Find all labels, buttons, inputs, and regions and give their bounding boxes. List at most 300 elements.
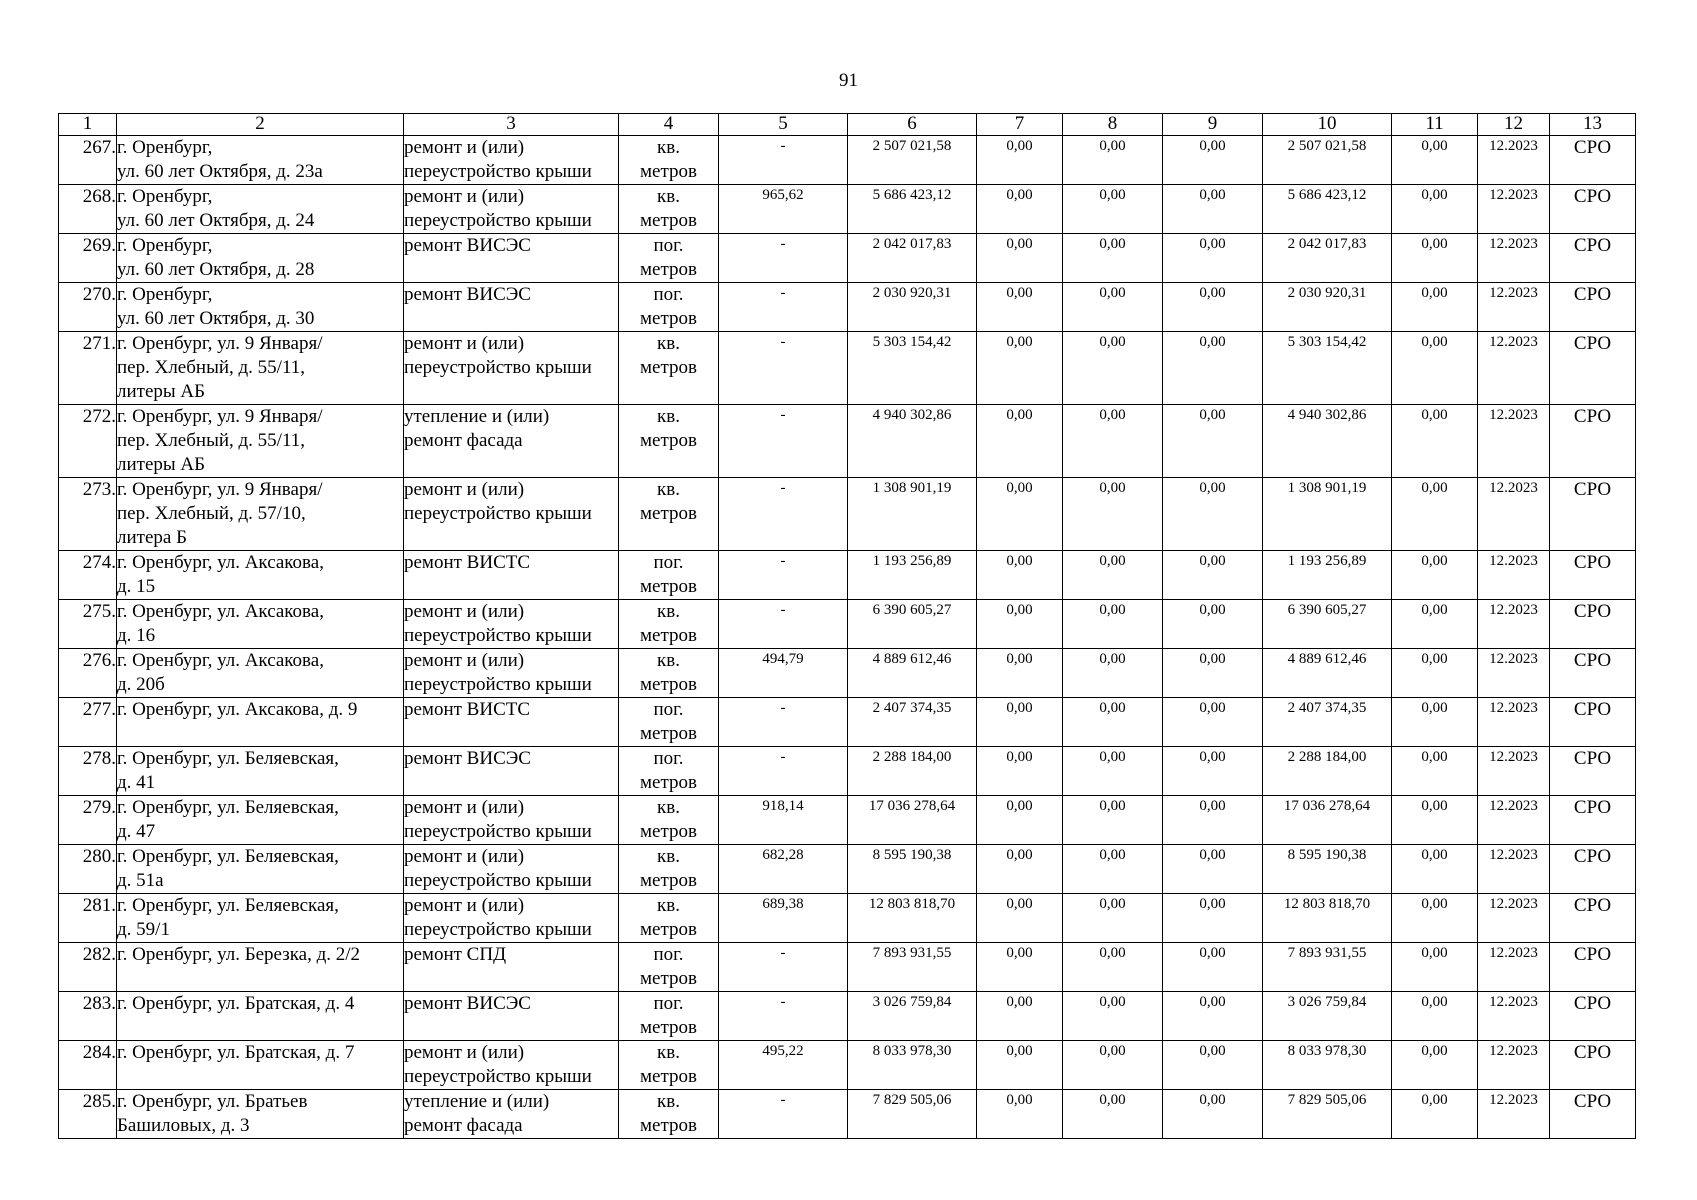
work-type-cell-line: ремонт фасада: [404, 430, 523, 451]
unit-cell-line: метров: [640, 1017, 697, 1038]
address-cell: [117, 478, 404, 551]
unit-cell-line: метров: [640, 308, 697, 329]
total-cost-cell: 4 889 612,46: [848, 649, 977, 698]
funding-cell: 0,00: [1063, 234, 1163, 283]
volume-cell: 494,79: [719, 649, 848, 698]
column-header: 11: [1392, 114, 1478, 136]
fund-cost-cell: 2 407 374,35: [1263, 698, 1392, 747]
work-type-cell: [404, 185, 619, 234]
work-type-cell-line: ремонт и (или): [404, 333, 525, 354]
total-cost-cell: 3 026 759,84: [848, 992, 977, 1041]
funding-cell: 0,00: [1392, 332, 1478, 405]
address-cell-line: пер. Хлебный, д. 55/11,: [117, 357, 305, 378]
unit-cell-line: пог.: [653, 235, 684, 256]
work-type-cell-line: переустройство крыши: [404, 503, 592, 524]
work-type-cell-line: ремонт ВИСЭС: [404, 993, 531, 1014]
total-cost-cell: 2 030 920,31: [848, 283, 977, 332]
address-cell-line: ул. 60 лет Октября, д. 28: [117, 259, 315, 280]
unit-cell-line: метров: [640, 674, 697, 695]
address-cell-line: д. 59/1: [117, 919, 170, 940]
address-cell-line: г. Оренбург, ул. Аксакова,: [117, 552, 324, 573]
deadline-cell: 12.2023: [1478, 185, 1550, 234]
fund-cost-cell: 7 829 505,06: [1263, 1090, 1392, 1139]
executor-cell: СРО: [1550, 332, 1636, 405]
work-type-cell-line: ремонт ВИСЭС: [404, 748, 531, 769]
volume-cell: -: [719, 943, 848, 992]
work-type-cell-line: переустройство крыши: [404, 625, 592, 646]
funding-cell: 0,00: [977, 551, 1063, 600]
funding-cell: 0,00: [1163, 845, 1263, 894]
unit-cell-line: метров: [640, 968, 697, 989]
address-cell-line: ул. 60 лет Октября, д. 23а: [117, 161, 323, 182]
table-body: [59, 136, 1636, 1139]
unit-cell-line: кв.: [657, 846, 680, 867]
unit-cell-line: метров: [640, 357, 697, 378]
fund-cost-cell: 2 042 017,83: [1263, 234, 1392, 283]
address-cell-line: г. Оренбург, ул. Березка, д. 2/2: [117, 944, 361, 965]
row-number: 270.: [59, 283, 117, 332]
row-number: 278.: [59, 747, 117, 796]
table-row: [59, 796, 1636, 845]
funding-cell: 0,00: [1063, 796, 1163, 845]
deadline-cell: 12.2023: [1478, 1041, 1550, 1090]
unit-cell-line: метров: [640, 1115, 697, 1136]
address-cell: [117, 698, 404, 747]
executor-cell: СРО: [1550, 747, 1636, 796]
fund-cost-cell: 8 033 978,30: [1263, 1041, 1392, 1090]
unit-cell-line: метров: [640, 870, 697, 891]
address-cell-line: д. 15: [117, 576, 156, 597]
table-row: [59, 992, 1636, 1041]
funding-cell: 0,00: [1392, 551, 1478, 600]
executor-cell: СРО: [1550, 845, 1636, 894]
volume-cell: -: [719, 405, 848, 478]
table-row: [59, 405, 1636, 478]
address-cell: [117, 943, 404, 992]
address-cell-line: г. Оренбург, ул. Беляевская,: [117, 846, 339, 867]
address-cell-line: пер. Хлебный, д. 55/11,: [117, 430, 305, 451]
unit-cell-line: метров: [640, 723, 697, 744]
table-row: [59, 136, 1636, 185]
unit-cell: [619, 234, 719, 283]
address-cell: [117, 600, 404, 649]
fund-cost-cell: 8 595 190,38: [1263, 845, 1392, 894]
funding-cell: 0,00: [1063, 698, 1163, 747]
unit-cell-line: метров: [640, 1066, 697, 1087]
volume-cell: -: [719, 600, 848, 649]
funding-cell: 0,00: [1063, 943, 1163, 992]
fund-cost-cell: 6 390 605,27: [1263, 600, 1392, 649]
funding-cell: 0,00: [1063, 185, 1163, 234]
volume-cell: -: [719, 992, 848, 1041]
work-type-cell: [404, 136, 619, 185]
address-cell: [117, 332, 404, 405]
address-cell-line: г. Оренбург,: [117, 235, 213, 256]
funding-cell: 0,00: [1392, 845, 1478, 894]
address-cell-line: литеры АБ: [117, 454, 206, 475]
work-type-cell-line: утепление и (или): [404, 406, 550, 427]
volume-cell: 965,62: [719, 185, 848, 234]
funding-cell: 0,00: [1063, 649, 1163, 698]
row-number: 269.: [59, 234, 117, 283]
funding-cell: 0,00: [977, 405, 1063, 478]
work-type-cell-line: ремонт ВИСТС: [404, 552, 531, 573]
work-type-cell-line: переустройство крыши: [404, 919, 592, 940]
unit-cell: [619, 698, 719, 747]
funding-cell: 0,00: [977, 992, 1063, 1041]
unit-cell: [619, 894, 719, 943]
fund-cost-cell: 2 507 021,58: [1263, 136, 1392, 185]
unit-cell: [619, 332, 719, 405]
fund-cost-cell: 1 193 256,89: [1263, 551, 1392, 600]
deadline-cell: 12.2023: [1478, 405, 1550, 478]
table-row: [59, 234, 1636, 283]
row-number: 274.: [59, 551, 117, 600]
funding-cell: 0,00: [1392, 943, 1478, 992]
volume-cell: -: [719, 478, 848, 551]
row-number: 283.: [59, 992, 117, 1041]
volume-cell: -: [719, 234, 848, 283]
work-type-cell-line: переустройство крыши: [404, 1066, 592, 1087]
address-cell: [117, 234, 404, 283]
total-cost-cell: 2 407 374,35: [848, 698, 977, 747]
work-type-cell-line: ремонт фасада: [404, 1115, 523, 1136]
fund-cost-cell: 3 026 759,84: [1263, 992, 1392, 1041]
unit-cell-line: метров: [640, 576, 697, 597]
address-cell-line: д. 41: [117, 772, 156, 793]
work-type-cell-line: утепление и (или): [404, 1091, 550, 1112]
total-cost-cell: 8 033 978,30: [848, 1041, 977, 1090]
unit-cell: [619, 478, 719, 551]
column-header: 2: [117, 114, 404, 136]
funding-cell: 0,00: [1163, 943, 1263, 992]
fund-cost-cell: 4 940 302,86: [1263, 405, 1392, 478]
deadline-cell: 12.2023: [1478, 332, 1550, 405]
funding-cell: 0,00: [1392, 283, 1478, 332]
work-type-cell-line: переустройство крыши: [404, 821, 592, 842]
work-type-cell: [404, 551, 619, 600]
address-cell-line: ул. 60 лет Октября, д. 30: [117, 308, 315, 329]
row-number: 281.: [59, 894, 117, 943]
address-cell: [117, 1041, 404, 1090]
row-number: 279.: [59, 796, 117, 845]
funding-cell: 0,00: [1063, 894, 1163, 943]
funding-cell: 0,00: [1163, 332, 1263, 405]
fund-cost-cell: 2 288 184,00: [1263, 747, 1392, 796]
address-cell-line: г. Оренбург, ул. 9 Января/: [117, 406, 323, 427]
table-row: [59, 698, 1636, 747]
address-cell-line: д. 16: [117, 625, 156, 646]
work-type-cell: [404, 698, 619, 747]
executor-cell: СРО: [1550, 283, 1636, 332]
address-cell-line: г. Оренбург,: [117, 186, 213, 207]
address-cell: [117, 894, 404, 943]
funding-cell: 0,00: [1063, 332, 1163, 405]
row-number: 273.: [59, 478, 117, 551]
unit-cell-line: метров: [640, 259, 697, 280]
fund-cost-cell: 2 030 920,31: [1263, 283, 1392, 332]
executor-cell: СРО: [1550, 894, 1636, 943]
address-cell-line: г. Оренбург, ул. Братьев: [117, 1091, 308, 1112]
work-type-cell-line: ремонт и (или): [404, 895, 525, 916]
work-type-cell: [404, 796, 619, 845]
funding-cell: 0,00: [1392, 894, 1478, 943]
unit-cell: [619, 185, 719, 234]
executor-cell: СРО: [1550, 1041, 1636, 1090]
funding-cell: 0,00: [977, 698, 1063, 747]
volume-cell: 918,14: [719, 796, 848, 845]
unit-cell: [619, 992, 719, 1041]
unit-cell-line: кв.: [657, 406, 680, 427]
funding-cell: 0,00: [977, 283, 1063, 332]
column-header: 8: [1063, 114, 1163, 136]
address-cell-line: д. 51а: [117, 870, 164, 891]
unit-cell: [619, 283, 719, 332]
deadline-cell: 12.2023: [1478, 234, 1550, 283]
unit-cell: [619, 551, 719, 600]
funding-cell: 0,00: [977, 1090, 1063, 1139]
address-cell-line: г. Оренбург, ул. 9 Января/: [117, 479, 323, 500]
address-cell-line: г. Оренбург,: [117, 137, 213, 158]
funding-cell: 0,00: [977, 332, 1063, 405]
volume-cell: -: [719, 332, 848, 405]
table-row: [59, 845, 1636, 894]
deadline-cell: 12.2023: [1478, 894, 1550, 943]
fund-cost-cell: 1 308 901,19: [1263, 478, 1392, 551]
work-type-cell: [404, 478, 619, 551]
funding-cell: 0,00: [977, 1041, 1063, 1090]
work-type-cell-line: ремонт и (или): [404, 186, 525, 207]
work-type-cell-line: ремонт и (или): [404, 601, 525, 622]
funding-cell: 0,00: [1063, 600, 1163, 649]
deadline-cell: 12.2023: [1478, 600, 1550, 649]
work-type-cell: [404, 747, 619, 796]
work-type-cell: [404, 1041, 619, 1090]
total-cost-cell: 8 595 190,38: [848, 845, 977, 894]
address-cell: [117, 551, 404, 600]
address-cell-line: г. Оренбург, ул. 9 Января/: [117, 333, 323, 354]
table-row: [59, 1041, 1636, 1090]
volume-cell: 689,38: [719, 894, 848, 943]
deadline-cell: 12.2023: [1478, 551, 1550, 600]
unit-cell-line: пог.: [653, 699, 684, 720]
address-cell-line: г. Оренбург, ул. Аксакова,: [117, 601, 324, 622]
deadline-cell: 12.2023: [1478, 478, 1550, 551]
address-cell-line: г. Оренбург,: [117, 284, 213, 305]
total-cost-cell: 17 036 278,64: [848, 796, 977, 845]
unit-cell: [619, 943, 719, 992]
work-type-cell-line: ремонт и (или): [404, 479, 525, 500]
total-cost-cell: 6 390 605,27: [848, 600, 977, 649]
executor-cell: СРО: [1550, 649, 1636, 698]
row-number: 280.: [59, 845, 117, 894]
table-row: [59, 283, 1636, 332]
total-cost-cell: 7 829 505,06: [848, 1090, 977, 1139]
funding-cell: 0,00: [977, 136, 1063, 185]
funding-cell: 0,00: [1063, 405, 1163, 478]
deadline-cell: 12.2023: [1478, 136, 1550, 185]
unit-cell-line: кв.: [657, 479, 680, 500]
address-cell: [117, 283, 404, 332]
column-header: 13: [1550, 114, 1636, 136]
unit-cell-line: пог.: [653, 993, 684, 1014]
funding-cell: 0,00: [1163, 600, 1263, 649]
address-cell: [117, 136, 404, 185]
total-cost-cell: 12 803 818,70: [848, 894, 977, 943]
column-header: 1: [59, 114, 117, 136]
address-cell: [117, 649, 404, 698]
work-type-cell: [404, 943, 619, 992]
unit-cell-line: пог.: [653, 552, 684, 573]
funding-cell: 0,00: [1392, 234, 1478, 283]
unit-cell: [619, 136, 719, 185]
volume-cell: -: [719, 283, 848, 332]
fund-cost-cell: 7 893 931,55: [1263, 943, 1392, 992]
deadline-cell: 12.2023: [1478, 943, 1550, 992]
column-header: 10: [1263, 114, 1392, 136]
unit-cell-line: метров: [640, 210, 697, 231]
unit-cell: [619, 600, 719, 649]
table-row: [59, 1090, 1636, 1139]
funding-cell: 0,00: [1063, 136, 1163, 185]
unit-cell-line: кв.: [657, 797, 680, 818]
row-number: 271.: [59, 332, 117, 405]
page-number: 91: [839, 70, 858, 91]
funding-cell: 0,00: [1063, 283, 1163, 332]
work-type-cell-line: ремонт ВИСЭС: [404, 235, 531, 256]
work-type-cell: [404, 1090, 619, 1139]
volume-cell: -: [719, 698, 848, 747]
address-cell-line: г. Оренбург, ул. Беляевская,: [117, 748, 339, 769]
executor-cell: СРО: [1550, 185, 1636, 234]
executor-cell: СРО: [1550, 551, 1636, 600]
unit-cell-line: пог.: [653, 748, 684, 769]
executor-cell: СРО: [1550, 698, 1636, 747]
row-number: 267.: [59, 136, 117, 185]
unit-cell-line: кв.: [657, 650, 680, 671]
unit-cell: [619, 747, 719, 796]
address-cell-line: д. 20б: [117, 674, 165, 695]
row-number: 277.: [59, 698, 117, 747]
column-header: 7: [977, 114, 1063, 136]
unit-cell-line: кв.: [657, 1042, 680, 1063]
work-type-cell: [404, 600, 619, 649]
funding-cell: 0,00: [1392, 1041, 1478, 1090]
unit-cell-line: кв.: [657, 601, 680, 622]
funding-cell: 0,00: [1392, 600, 1478, 649]
work-type-cell-line: переустройство крыши: [404, 210, 592, 231]
unit-cell: [619, 1090, 719, 1139]
funding-cell: 0,00: [977, 649, 1063, 698]
work-type-cell-line: ремонт и (или): [404, 797, 525, 818]
funding-cell: 0,00: [1392, 405, 1478, 478]
executor-cell: СРО: [1550, 405, 1636, 478]
funding-cell: 0,00: [1163, 796, 1263, 845]
unit-cell-line: метров: [640, 161, 697, 182]
work-type-cell: [404, 283, 619, 332]
address-cell-line: д. 47: [117, 821, 156, 842]
table-row: [59, 894, 1636, 943]
unit-cell-line: метров: [640, 503, 697, 524]
funding-cell: 0,00: [977, 600, 1063, 649]
funding-cell: 0,00: [1163, 698, 1263, 747]
work-type-cell-line: ремонт и (или): [404, 846, 525, 867]
deadline-cell: 12.2023: [1478, 698, 1550, 747]
funding-cell: 0,00: [1063, 478, 1163, 551]
unit-cell-line: метров: [640, 919, 697, 940]
total-cost-cell: 2 042 017,83: [848, 234, 977, 283]
table-row: [59, 478, 1636, 551]
row-number: 282.: [59, 943, 117, 992]
executor-cell: СРО: [1550, 943, 1636, 992]
deadline-cell: 12.2023: [1478, 845, 1550, 894]
work-type-cell-line: ремонт СПД: [404, 944, 507, 965]
unit-cell-line: метров: [640, 772, 697, 793]
funding-cell: 0,00: [1163, 185, 1263, 234]
table-row: [59, 943, 1636, 992]
work-type-cell: [404, 405, 619, 478]
column-header: 4: [619, 114, 719, 136]
fund-cost-cell: 5 686 423,12: [1263, 185, 1392, 234]
address-cell-line: г. Оренбург, ул. Аксакова, д. 9: [117, 699, 358, 720]
work-type-cell: [404, 992, 619, 1041]
funding-cell: 0,00: [1392, 796, 1478, 845]
address-cell-line: литеры АБ: [117, 381, 206, 402]
volume-cell: -: [719, 551, 848, 600]
funding-cell: 0,00: [1163, 478, 1263, 551]
address-cell: [117, 185, 404, 234]
total-cost-cell: 7 893 931,55: [848, 943, 977, 992]
unit-cell-line: пог.: [653, 944, 684, 965]
funding-cell: 0,00: [1392, 185, 1478, 234]
volume-cell: 495,22: [719, 1041, 848, 1090]
funding-cell: 0,00: [1163, 234, 1263, 283]
column-header: 6: [848, 114, 977, 136]
work-type-cell-line: переустройство крыши: [404, 161, 592, 182]
unit-cell-line: пог.: [653, 284, 684, 305]
total-cost-cell: 2 288 184,00: [848, 747, 977, 796]
table-row: [59, 600, 1636, 649]
funding-cell: 0,00: [1063, 747, 1163, 796]
deadline-cell: 12.2023: [1478, 796, 1550, 845]
fund-cost-cell: 12 803 818,70: [1263, 894, 1392, 943]
table-row: [59, 185, 1636, 234]
address-cell: [117, 1090, 404, 1139]
funding-cell: 0,00: [1063, 845, 1163, 894]
column-header: 9: [1163, 114, 1263, 136]
funding-cell: 0,00: [1063, 551, 1163, 600]
unit-cell: [619, 845, 719, 894]
funding-cell: 0,00: [977, 234, 1063, 283]
deadline-cell: 12.2023: [1478, 747, 1550, 796]
funding-cell: 0,00: [1392, 747, 1478, 796]
deadline-cell: 12.2023: [1478, 283, 1550, 332]
address-cell-line: литера Б: [117, 527, 187, 548]
funding-cell: 0,00: [977, 943, 1063, 992]
row-number: 285.: [59, 1090, 117, 1139]
deadline-cell: 12.2023: [1478, 1090, 1550, 1139]
work-type-cell-line: ремонт и (или): [404, 650, 525, 671]
work-type-cell: [404, 332, 619, 405]
unit-cell-line: кв.: [657, 895, 680, 916]
deadline-cell: 12.2023: [1478, 649, 1550, 698]
unit-cell: [619, 405, 719, 478]
total-cost-cell: 5 303 154,42: [848, 332, 977, 405]
executor-cell: СРО: [1550, 136, 1636, 185]
funding-cell: 0,00: [1392, 698, 1478, 747]
funding-cell: 0,00: [1163, 283, 1263, 332]
volume-cell: -: [719, 136, 848, 185]
